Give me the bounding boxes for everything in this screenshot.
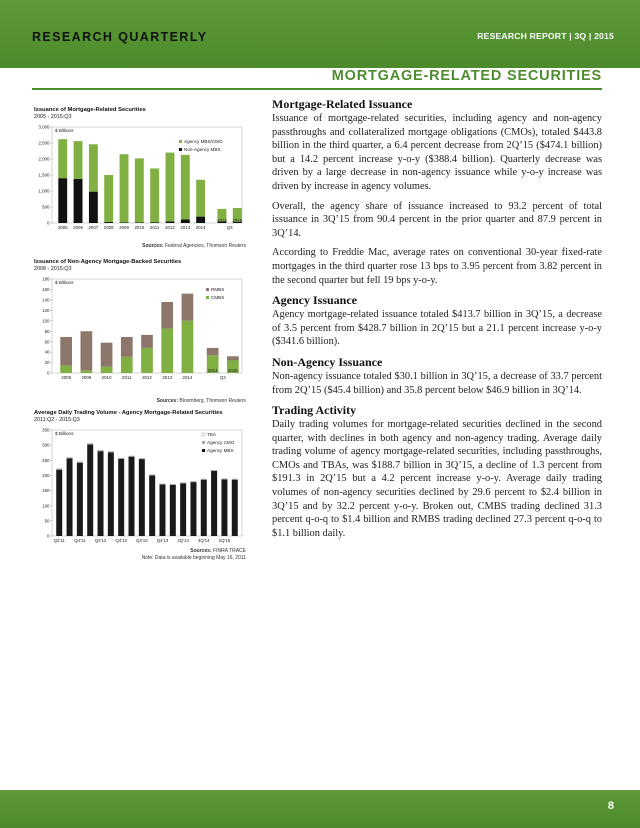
y-tick-label: 0	[47, 220, 50, 226]
bar-agency-cmo	[56, 468, 62, 469]
bar-rmbs	[121, 336, 133, 356]
bar-agency-cmo	[129, 455, 135, 456]
y-axis-label: $ Billions	[55, 279, 74, 285]
heading-agency-issuance: Agency Issuance	[272, 293, 358, 308]
x-tick-label: 2007	[88, 224, 99, 230]
bar-agency-mbs	[129, 456, 135, 535]
x-tick-label: 2Q'15	[218, 537, 231, 543]
source-label: Sources:	[156, 398, 178, 404]
paragraph: Agency mortgage-related issuance totaled $413.7 billion in 3Q’15, a decrease of 3.5 percent from $428.7 billion in 2Q’15 but a 21.1 percent increase y-o-y ($341.6 billion).	[272, 309, 602, 348]
bar-rmbs	[60, 336, 72, 365]
legend-swatch	[179, 148, 182, 151]
bar-agency-mbs	[190, 482, 196, 536]
y-axis-label: $ Billions	[55, 430, 74, 436]
legend-label: Agency MBS/CMO	[184, 138, 223, 144]
chart-subtitle: 2011:Q2 - 2015:Q3	[34, 417, 80, 423]
bar-agency-cmo	[108, 451, 114, 452]
bar-rmbs	[161, 301, 173, 328]
legend-swatch	[206, 288, 209, 291]
bar-non-agency-mbs	[150, 222, 159, 223]
y-tick-label: 180	[42, 276, 50, 282]
bar-non-agency-mbs	[104, 222, 113, 223]
legend-swatch	[206, 296, 209, 299]
bar-cmbs	[182, 320, 194, 372]
bar-agency-cmo	[87, 443, 93, 444]
bar-rmbs	[141, 334, 153, 347]
bar-agency-mbs	[180, 483, 186, 536]
y-tick-label: 80	[44, 328, 50, 334]
x-tick-label: 2006	[73, 224, 83, 230]
x-tick-label: Q4'11	[74, 537, 86, 543]
publication-title: RESEARCH QUARTERLY	[32, 30, 208, 44]
bar-agency-mbs-cmo	[74, 141, 83, 179]
bar-agency-mbs	[149, 475, 155, 536]
bar-cmbs	[161, 328, 173, 372]
x-tick-label: 2014	[182, 374, 193, 380]
bar-agency-mbs	[67, 458, 73, 536]
y-tick-label: 20	[44, 359, 50, 365]
bar-agency-mbs-cmo	[181, 154, 190, 219]
bar-agency-mbs	[221, 479, 227, 536]
bar-agency-mbs	[201, 479, 207, 535]
chart-title: Average Daily Trading Volume - Agency Mortgage-Related Securities	[34, 410, 223, 416]
x-tick-label: 2013	[180, 224, 191, 230]
bar-non-agency-mbs	[135, 222, 144, 223]
bar-agency-cmo	[221, 478, 227, 479]
y-axis-label: $ Billions	[55, 127, 74, 133]
chart-source	[34, 548, 246, 554]
x-tick-label: 2014	[217, 217, 227, 223]
x-tick-label: 2012	[165, 224, 175, 230]
x-tick-label: Q3	[226, 224, 233, 230]
report-label: RESEARCH REPORT | 3Q | 2015	[477, 31, 614, 41]
bar-agency-mbs	[98, 451, 104, 536]
bar-non-agency-mbs	[120, 222, 129, 223]
x-tick-label: Q4'13	[156, 537, 169, 543]
chart-plot	[34, 273, 246, 393]
y-tick-label: 120	[42, 307, 50, 313]
bar-non-agency-mbs	[58, 178, 67, 223]
bar-agency-mbs	[87, 444, 93, 535]
chart-subtitle: 2005 - 2015:Q3	[34, 114, 72, 120]
x-tick-label: Q4'12	[115, 537, 127, 543]
heading-mortgage-issuance: Mortgage-Related Issuance	[272, 97, 413, 111]
source-text: Federal Agencies, Thomson Reuters	[164, 243, 246, 249]
x-tick-label: Q2'11	[53, 537, 65, 543]
bar-non-agency-mbs	[196, 216, 205, 222]
chart-source	[34, 243, 246, 249]
y-tick-label: 50	[44, 517, 50, 523]
bar-agency-mbs	[77, 462, 83, 535]
x-tick-label: 2012	[142, 374, 152, 380]
paragraph: Non-agency issuance totaled $30.1 billion in 3Q’15, a decrease of 33.7 percent from 2Q’15 ($45.4 billion) and 35.8 percent below $46.9 billion in 3Q’14.	[272, 370, 602, 396]
bar-agency-mbs-cmo	[58, 139, 67, 178]
chart-mortgage-issuance	[34, 107, 246, 241]
x-tick-label: Q2'13	[136, 537, 148, 543]
x-tick-label: 2Q'14	[177, 537, 189, 543]
bar-agency-cmo	[98, 449, 104, 450]
y-tick-label: 150	[42, 487, 50, 493]
bar-agency-cmo	[159, 483, 165, 484]
bar-cmbs	[121, 356, 133, 372]
x-tick-label: 2011	[149, 224, 160, 230]
heading-nonagency-issuance: Non-Agency Issuance	[272, 354, 383, 369]
bar-agency-cmo	[139, 458, 145, 459]
bar-agency-mbs-cmo	[150, 168, 159, 222]
section-rule	[32, 88, 602, 90]
bar-non-agency-mbs	[89, 191, 98, 222]
bar-agency-mbs	[159, 484, 165, 535]
x-tick-label: Q2'12	[94, 537, 107, 543]
bar-agency-cmo	[170, 483, 176, 484]
x-tick-label: 2014	[195, 224, 206, 230]
paragraph: Daily trading volumes for mortgage-related securities declined in the second quarter, with declines in both agency and non-agency trading. Average daily trading volume of agency mortgage-related securities, including passthroughs, CMOs and TBAs, was $188.7 billion in 3Q’15, a decline of 1.3 percent from $191.3 in 2Q’15 but a 4.2 percent increase y-o-y. Average daily trading volumes of non-agency securities declined by 29.6 percent to $2.4 billion in 3Q’15 and by 32.2 percent y-o-y. Broken out, CMBS trading declined 31.3 percent q-o-q to $1.4 billion and RMBS trading declined 27.3 percent q-o-q to $1.1 billion daily.	[272, 419, 602, 539]
bar-cmbs	[141, 347, 153, 372]
y-tick-label: 200	[42, 472, 50, 478]
x-tick-label: 2015	[227, 367, 238, 373]
legend-swatch	[179, 140, 182, 143]
x-tick-label: 2009	[119, 224, 129, 230]
paragraph: Issuance of mortgage-related securities, including agency and non-agency passthroughs and collateralized mortgage obligations (CMOs), totaled $443.8 billion in the third quarter, a 6.4 percent decrease from 2Q’15 ($474.1 billion) but a 14.2 percent increase y-o-y ($388.4 billion). Quarterly decrease was driven by a large decrease in non-agency issuance while y-o-y increase was driven by increase in agency volumes.	[272, 113, 602, 192]
y-tick-label: 160	[42, 286, 50, 292]
y-tick-label: 1,500	[38, 172, 50, 178]
bar-non-agency-mbs	[181, 219, 190, 223]
bar-agency-cmo	[211, 469, 217, 470]
y-tick-label: 60	[44, 338, 50, 344]
chart-plot	[34, 121, 246, 241]
bar-rmbs	[81, 331, 93, 370]
x-tick-label: 2010	[134, 224, 145, 230]
y-tick-label: 40	[44, 349, 50, 355]
bar-non-agency-mbs	[166, 221, 175, 223]
legend-swatch	[202, 441, 205, 444]
bar-agency-mbs-cmo	[120, 154, 129, 222]
legend-label: Non-Agency MBS	[184, 146, 221, 152]
y-tick-label: 500	[42, 204, 50, 210]
bar-agency-mbs-cmo	[89, 144, 98, 191]
source-text: FINRA TRACE	[213, 548, 246, 554]
x-tick-label: 2013	[162, 374, 173, 380]
legend-label: Agency CMO	[207, 439, 235, 445]
x-tick-label: 2014	[207, 367, 218, 373]
chart-title: Issuance of Mortgage-Related Securities	[34, 107, 146, 113]
bar-agency-mbs-cmo	[104, 175, 113, 222]
bar-agency-mbs	[118, 458, 124, 535]
y-tick-label: 350	[42, 427, 50, 433]
legend-label: RMBS	[211, 286, 225, 292]
x-tick-label: 2015	[232, 217, 243, 223]
page-header	[0, 0, 640, 68]
bar-cmbs	[60, 365, 72, 372]
x-tick-label: Q3	[219, 374, 226, 380]
chart-nonagency-issuance	[34, 259, 246, 393]
y-tick-label: 2,500	[38, 140, 50, 146]
bar-agency-cmo	[118, 457, 124, 458]
bar-agency-mbs	[170, 484, 176, 535]
chart-note: Note: Data is available beginning May 16, 2011	[141, 555, 246, 561]
bar-rmbs	[227, 356, 239, 360]
bar-agency-cmo	[232, 478, 238, 479]
bar-agency-cmo	[77, 461, 83, 462]
source-text: Bloomberg, Thomson Reuters	[179, 398, 246, 404]
bar-agency-cmo	[67, 457, 73, 458]
bar-agency-mbs	[211, 470, 217, 535]
bar-cmbs	[81, 370, 93, 373]
heading-trading-activity: Trading Activity	[272, 403, 357, 418]
chart-subtitle: 2008 - 2015:Q3	[34, 266, 72, 272]
x-tick-label: 2005	[57, 224, 68, 230]
bar-agency-mbs-cmo	[196, 179, 205, 216]
bar-rmbs	[207, 347, 219, 354]
x-tick-label: 2011	[122, 374, 132, 380]
source-label: Sources:	[142, 243, 164, 249]
y-tick-label: 300	[42, 442, 50, 448]
y-tick-label: 3,000	[38, 124, 50, 130]
bar-agency-cmo	[180, 482, 186, 483]
bar-agency-cmo	[201, 478, 207, 479]
y-tick-label: 0	[47, 370, 50, 376]
bar-rmbs	[182, 293, 194, 320]
page-footer	[0, 790, 640, 828]
page-number: 8	[607, 800, 614, 812]
bar-agency-mbs	[56, 469, 62, 535]
legend-label: Agency MBS	[207, 447, 234, 453]
bar-rmbs	[101, 342, 113, 366]
y-tick-label: 140	[42, 296, 50, 302]
article-body	[272, 97, 602, 546]
x-tick-label: 4Q'14	[197, 537, 210, 543]
bar-cmbs	[101, 366, 113, 372]
paragraph: According to Freddie Mac, average rates on conventional 30-year fixed-rate mortgages in the third quarter rose 13 bps to 3.95 percent from 3.82 percent in the second quarter but fell 19 bps y-o-y.	[272, 247, 602, 286]
bar-agency-mbs-cmo	[135, 158, 144, 222]
bar-agency-cmo	[190, 481, 196, 482]
paragraph: Overall, the agency share of issuance increased to 93.2 percent of total issuance in 3Q’15 from 90.4 percent in the prior quarter and 87.9 percent in 3Q’14.	[272, 200, 602, 239]
y-tick-label: 100	[42, 317, 50, 323]
bar-agency-mbs	[232, 479, 238, 535]
x-tick-label: 2010	[101, 374, 112, 380]
y-tick-label: 2,000	[38, 156, 50, 162]
chart-source	[34, 398, 246, 404]
bar-agency-mbs	[108, 452, 114, 536]
x-tick-label: 2009	[81, 374, 92, 380]
chart-trading-volume	[34, 410, 246, 550]
chart-plot	[34, 424, 246, 550]
y-tick-label: 100	[42, 502, 50, 508]
bar-agency-cmo	[149, 474, 155, 475]
bar-non-agency-mbs	[74, 178, 83, 222]
bar-agency-mbs-cmo	[166, 152, 175, 221]
legend-swatch	[202, 433, 205, 436]
y-tick-label: 1,000	[38, 188, 50, 194]
chart-title: Issuance of Non-Agency Mortgage-Backed Securities	[34, 259, 182, 265]
x-tick-label: 2008	[61, 374, 72, 380]
section-title: MORTGAGE-RELATED SECURITIES	[331, 68, 602, 84]
x-tick-label: 2008	[103, 224, 114, 230]
legend-label: CMBS	[211, 294, 225, 300]
legend-label: TBA	[207, 431, 216, 437]
y-tick-label: 250	[42, 457, 50, 463]
bar-agency-mbs	[139, 459, 145, 536]
source-label: Sources:	[190, 548, 212, 554]
legend-swatch	[202, 449, 205, 452]
y-tick-label: 0	[47, 533, 50, 539]
